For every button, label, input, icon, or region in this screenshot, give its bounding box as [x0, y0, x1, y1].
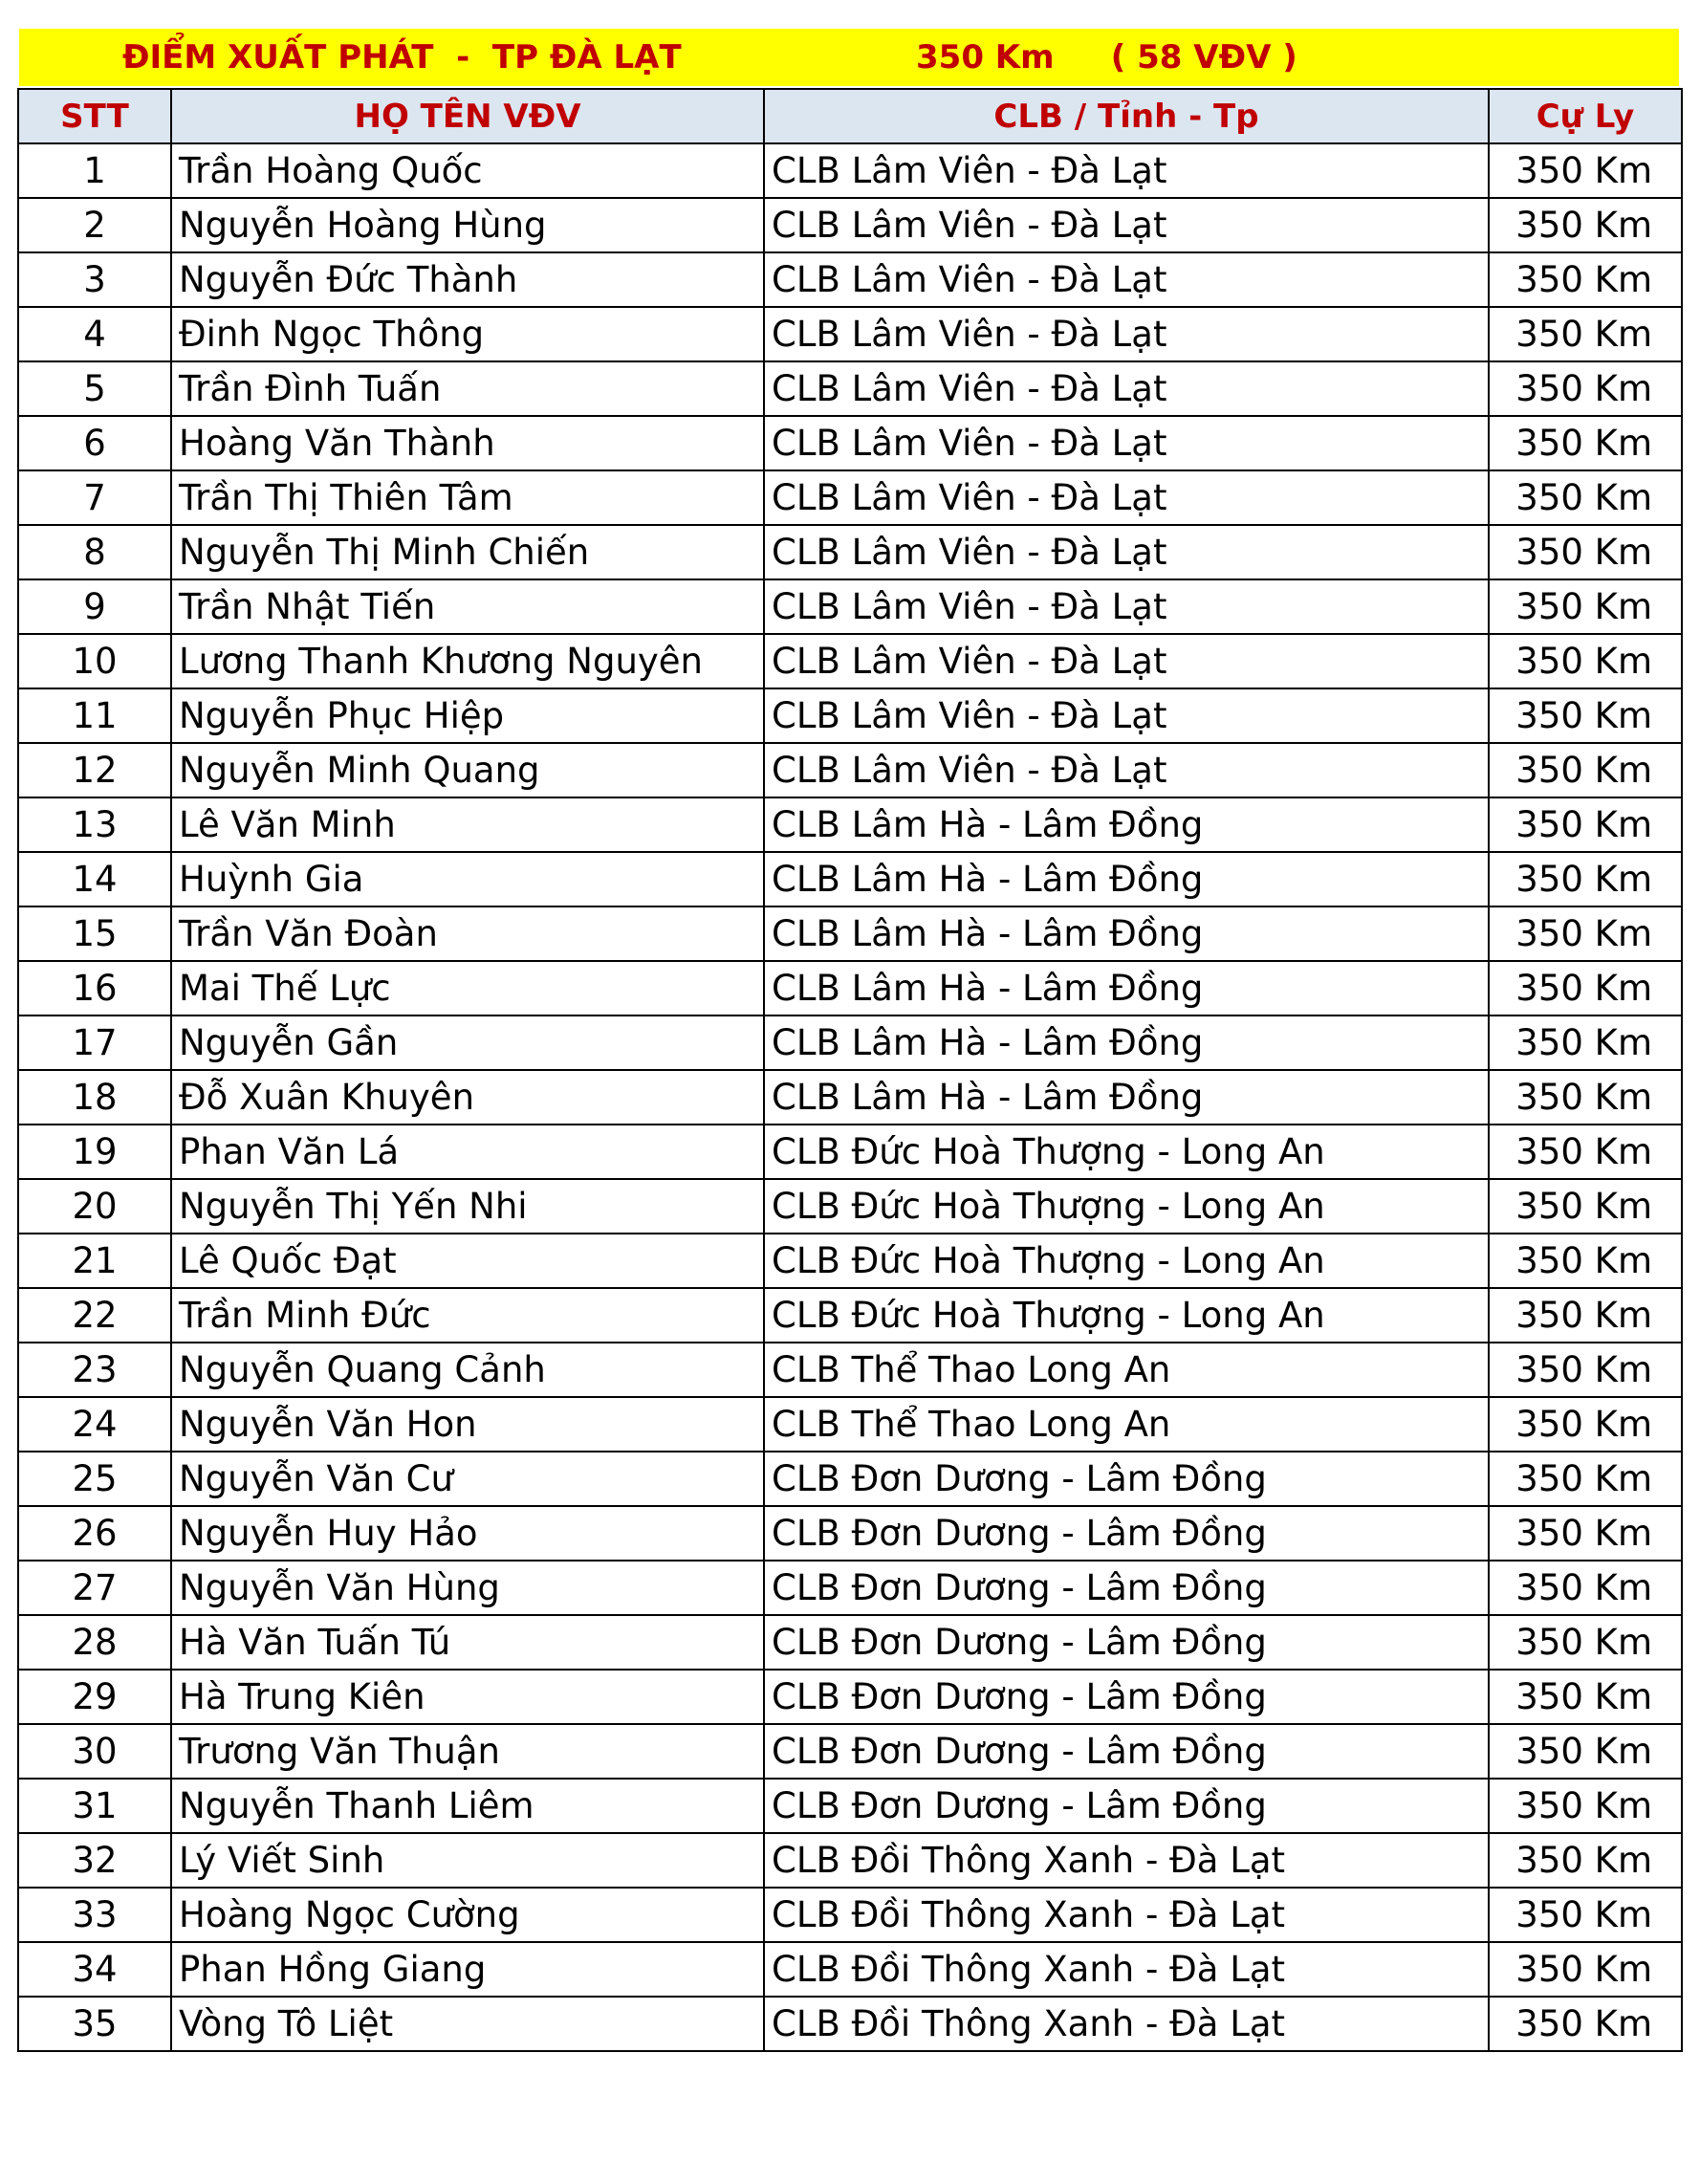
row-stt: 17 — [18, 1016, 171, 1070]
athlete-name: Lương Thanh Khương Nguyên — [171, 634, 764, 688]
athlete-name: Hoàng Ngọc Cường — [171, 1888, 764, 1942]
table-row — [18, 1942, 1682, 1997]
table-row — [18, 1016, 1682, 1070]
club-name: CLB Lâm Viên - Đà Lạt — [764, 143, 1489, 198]
athlete-name: Hà Trung Kiên — [171, 1670, 764, 1724]
row-stt: 30 — [18, 1724, 171, 1779]
table-row — [18, 1343, 1682, 1397]
table-row — [18, 688, 1682, 743]
club-name: CLB Lâm Viên - Đà Lạt — [764, 579, 1489, 634]
athlete-name: Nguyễn Minh Quang — [171, 743, 764, 797]
row-stt: 3 — [18, 252, 171, 307]
distance-cell: 350 Km — [1489, 1506, 1682, 1561]
athlete-name: Đinh Ngọc Thông — [171, 307, 764, 361]
distance-cell: 350 Km — [1489, 688, 1682, 743]
athlete-name: Nguyễn Quang Cảnh — [171, 1343, 764, 1397]
club-name: CLB Đức Hoà Thượng - Long An — [764, 1288, 1489, 1343]
athlete-name: Nguyễn Hoàng Hùng — [171, 198, 764, 252]
club-name: CLB Đồi Thông Xanh - Đà Lạt — [764, 1888, 1489, 1942]
distance-cell: 350 Km — [1489, 906, 1682, 961]
distance-cell: 350 Km — [1489, 1343, 1682, 1397]
distance-cell: 350 Km — [1489, 416, 1682, 470]
table-row — [18, 1779, 1682, 1833]
table-row — [18, 1724, 1682, 1779]
club-name: CLB Đơn Dương - Lâm Đồng — [764, 1452, 1489, 1506]
athlete-name: Nguyễn Thị Minh Chiến — [171, 525, 764, 579]
distance-cell: 350 Km — [1489, 1615, 1682, 1670]
distance-cell: 350 Km — [1489, 470, 1682, 525]
row-stt: 5 — [18, 361, 171, 416]
distance-cell: 350 Km — [1489, 1888, 1682, 1942]
row-stt: 28 — [18, 1615, 171, 1670]
row-stt: 25 — [18, 1452, 171, 1506]
row-stt: 14 — [18, 852, 171, 906]
athlete-name: Nguyễn Thị Yến Nhi — [171, 1179, 764, 1234]
club-name: CLB Lâm Viên - Đà Lạt — [764, 470, 1489, 525]
table-row — [18, 1888, 1682, 1942]
table-row — [18, 906, 1682, 961]
table-row — [18, 1833, 1682, 1888]
row-stt: 11 — [18, 688, 171, 743]
roster-sheet — [17, 27, 1681, 2052]
club-name: CLB Lâm Hà - Lâm Đồng — [764, 906, 1489, 961]
row-stt: 12 — [18, 743, 171, 797]
distance-cell: 350 Km — [1489, 1452, 1682, 1506]
club-name: CLB Lâm Viên - Đà Lạt — [764, 634, 1489, 688]
club-name: CLB Lâm Hà - Lâm Đồng — [764, 852, 1489, 906]
club-name: CLB Thể Thao Long An — [764, 1343, 1489, 1397]
row-stt: 10 — [18, 634, 171, 688]
table-row — [18, 961, 1682, 1016]
club-name: CLB Đồi Thông Xanh - Đà Lạt — [764, 1942, 1489, 1997]
athlete-name: Nguyễn Gần — [171, 1016, 764, 1070]
table-row — [18, 143, 1682, 198]
distance-cell: 350 Km — [1489, 961, 1682, 1016]
row-stt: 21 — [18, 1234, 171, 1288]
distance-cell: 350 Km — [1489, 1833, 1682, 1888]
table-row — [18, 1070, 1682, 1125]
athlete-name: Trần Đình Tuấn — [171, 361, 764, 416]
distance-cell: 350 Km — [1489, 1125, 1682, 1179]
table-row — [18, 470, 1682, 525]
club-name: CLB Lâm Hà - Lâm Đồng — [764, 797, 1489, 852]
club-name: CLB Đơn Dương - Lâm Đồng — [764, 1615, 1489, 1670]
row-stt: 9 — [18, 579, 171, 634]
athlete-name: Trần Thị Thiên Tâm — [171, 470, 764, 525]
athlete-name: Đỗ Xuân Khuyên — [171, 1070, 764, 1125]
table-row — [18, 743, 1682, 797]
distance-cell: 350 Km — [1489, 1724, 1682, 1779]
row-stt: 29 — [18, 1670, 171, 1724]
club-name: CLB Đơn Dương - Lâm Đồng — [764, 1561, 1489, 1615]
club-name: CLB Lâm Viên - Đà Lạt — [764, 525, 1489, 579]
athlete-name: Nguyễn Văn Hon — [171, 1397, 764, 1452]
athlete-name: Nguyễn Đức Thành — [171, 252, 764, 307]
distance-cell: 350 Km — [1489, 525, 1682, 579]
club-name: CLB Lâm Viên - Đà Lạt — [764, 743, 1489, 797]
distance-cell: 350 Km — [1489, 1670, 1682, 1724]
table-row — [18, 579, 1682, 634]
athlete-name: Nguyễn Thanh Liêm — [171, 1779, 764, 1833]
table-header — [18, 89, 1682, 143]
row-stt: 4 — [18, 307, 171, 361]
distance-cell: 350 Km — [1489, 1016, 1682, 1070]
club-name: CLB Lâm Hà - Lâm Đồng — [764, 961, 1489, 1016]
distance-participant-count: 350 Km ( 58 VĐV ) — [916, 38, 1297, 76]
athlete-name: Trần Hoàng Quốc — [171, 143, 764, 198]
club-name: CLB Lâm Hà - Lâm Đồng — [764, 1070, 1489, 1125]
athlete-name: Phan Hồng Giang — [171, 1942, 764, 1997]
row-stt: 27 — [18, 1561, 171, 1615]
row-stt: 13 — [18, 797, 171, 852]
table-row — [18, 634, 1682, 688]
row-stt: 20 — [18, 1179, 171, 1234]
table-row — [18, 1234, 1682, 1288]
distance-cell: 350 Km — [1489, 634, 1682, 688]
title-banner — [17, 27, 1681, 88]
header-club: CLB / Tỉnh - Tp — [764, 89, 1489, 143]
athlete-name: Nguyễn Phục Hiệp — [171, 688, 764, 743]
club-name: CLB Đức Hoà Thượng - Long An — [764, 1125, 1489, 1179]
athlete-table — [17, 88, 1683, 2052]
club-name: CLB Đơn Dương - Lâm Đồng — [764, 1779, 1489, 1833]
club-name: CLB Lâm Hà - Lâm Đồng — [764, 1016, 1489, 1070]
distance-cell: 350 Km — [1489, 852, 1682, 906]
header-row — [18, 89, 1682, 143]
athlete-name: Hoàng Văn Thành — [171, 416, 764, 470]
table-row — [18, 852, 1682, 906]
row-stt: 18 — [18, 1070, 171, 1125]
row-stt: 15 — [18, 906, 171, 961]
club-name: CLB Lâm Viên - Đà Lạt — [764, 361, 1489, 416]
athlete-name: Nguyễn Văn Cư — [171, 1452, 764, 1506]
club-name: CLB Đồi Thông Xanh - Đà Lạt — [764, 1833, 1489, 1888]
distance-cell: 350 Km — [1489, 143, 1682, 198]
row-stt: 35 — [18, 1997, 171, 2051]
row-stt: 32 — [18, 1833, 171, 1888]
table-row — [18, 1125, 1682, 1179]
table-row — [18, 797, 1682, 852]
athlete-name: Trần Nhật Tiến — [171, 579, 764, 634]
distance-cell: 350 Km — [1489, 252, 1682, 307]
distance-cell: 350 Km — [1489, 1070, 1682, 1125]
club-name: CLB Lâm Viên - Đà Lạt — [764, 307, 1489, 361]
header-stt: STT — [18, 89, 171, 143]
table-row — [18, 1506, 1682, 1561]
table-row — [18, 198, 1682, 252]
distance-cell: 350 Km — [1489, 198, 1682, 252]
club-name: CLB Lâm Viên - Đà Lạt — [764, 688, 1489, 743]
table-row — [18, 1452, 1682, 1506]
row-stt: 2 — [18, 198, 171, 252]
row-stt: 8 — [18, 525, 171, 579]
athlete-name: Huỳnh Gia — [171, 852, 764, 906]
club-name: CLB Đức Hoà Thượng - Long An — [764, 1234, 1489, 1288]
athlete-name: Trương Văn Thuận — [171, 1724, 764, 1779]
table-row — [18, 1997, 1682, 2051]
table-row — [18, 252, 1682, 307]
table-row — [18, 1288, 1682, 1343]
distance-cell: 350 Km — [1489, 579, 1682, 634]
distance-cell: 350 Km — [1489, 1234, 1682, 1288]
distance-cell: 350 Km — [1489, 1397, 1682, 1452]
table-row — [18, 1179, 1682, 1234]
club-name: CLB Đơn Dương - Lâm Đồng — [764, 1670, 1489, 1724]
table-row — [18, 1615, 1682, 1670]
distance-cell: 350 Km — [1489, 1561, 1682, 1615]
athlete-name: Trần Minh Đức — [171, 1288, 764, 1343]
athlete-name: Lê Quốc Đạt — [171, 1234, 764, 1288]
row-stt: 31 — [18, 1779, 171, 1833]
club-name: CLB Đơn Dương - Lâm Đồng — [764, 1724, 1489, 1779]
club-name: CLB Đơn Dương - Lâm Đồng — [764, 1506, 1489, 1561]
row-stt: 1 — [18, 143, 171, 198]
athlete-name: Phan Văn Lá — [171, 1125, 764, 1179]
athlete-name: Nguyễn Văn Hùng — [171, 1561, 764, 1615]
table-row — [18, 1561, 1682, 1615]
row-stt: 24 — [18, 1397, 171, 1452]
table-row — [18, 525, 1682, 579]
distance-cell: 350 Km — [1489, 307, 1682, 361]
distance-cell: 350 Km — [1489, 1288, 1682, 1343]
athlete-name: Vòng Tô Liệt — [171, 1997, 764, 2051]
row-stt: 7 — [18, 470, 171, 525]
header-athlete-name: HỌ TÊN VĐV — [171, 89, 764, 143]
table-row — [18, 416, 1682, 470]
distance-cell: 350 Km — [1489, 1997, 1682, 2051]
table-body — [18, 143, 1682, 2051]
distance-cell: 350 Km — [1489, 743, 1682, 797]
table-row — [18, 361, 1682, 416]
club-name: CLB Lâm Viên - Đà Lạt — [764, 416, 1489, 470]
club-name: CLB Lâm Viên - Đà Lạt — [764, 198, 1489, 252]
club-name: CLB Thể Thao Long An — [764, 1397, 1489, 1452]
distance-cell: 350 Km — [1489, 1942, 1682, 1997]
row-stt: 26 — [18, 1506, 171, 1561]
distance-cell: 350 Km — [1489, 797, 1682, 852]
row-stt: 34 — [18, 1942, 171, 1997]
row-stt: 19 — [18, 1125, 171, 1179]
club-name: CLB Đức Hoà Thượng - Long An — [764, 1179, 1489, 1234]
athlete-name: Lê Văn Minh — [171, 797, 764, 852]
row-stt: 22 — [18, 1288, 171, 1343]
row-stt: 33 — [18, 1888, 171, 1942]
distance-cell: 350 Km — [1489, 1179, 1682, 1234]
row-stt: 6 — [18, 416, 171, 470]
distance-cell: 350 Km — [1489, 361, 1682, 416]
athlete-name: Mai Thế Lực — [171, 961, 764, 1016]
athlete-name: Hà Văn Tuấn Tú — [171, 1615, 764, 1670]
header-distance: Cự Ly — [1489, 89, 1682, 143]
start-point-title: ĐIỂM XUẤT PHÁT - TP ĐÀ LẠT — [122, 38, 682, 76]
athlete-name: Lý Viết Sinh — [171, 1833, 764, 1888]
table-row — [18, 1670, 1682, 1724]
row-stt: 16 — [18, 961, 171, 1016]
distance-cell: 350 Km — [1489, 1779, 1682, 1833]
table-row — [18, 307, 1682, 361]
club-name: CLB Lâm Viên - Đà Lạt — [764, 252, 1489, 307]
club-name: CLB Đồi Thông Xanh - Đà Lạt — [764, 1997, 1489, 2051]
row-stt: 23 — [18, 1343, 171, 1397]
athlete-name: Trần Văn Đoàn — [171, 906, 764, 961]
athlete-name: Nguyễn Huy Hảo — [171, 1506, 764, 1561]
table-row — [18, 1397, 1682, 1452]
